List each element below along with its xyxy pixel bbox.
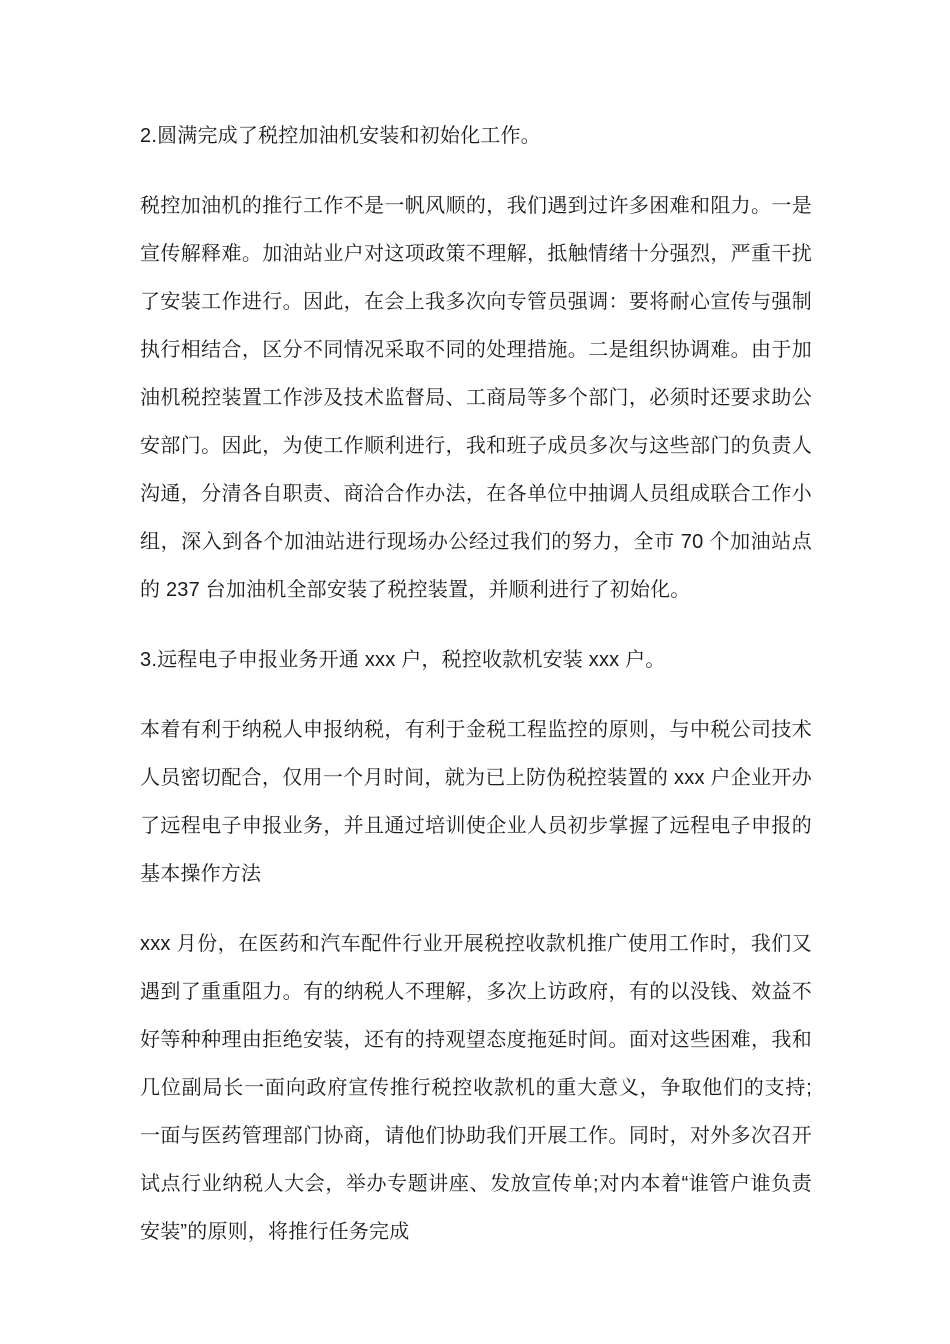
body-paragraph-1: 税控加油机的推行工作不是一帆风顺的，我们遇到过许多困难和阻力。一是宣传解释难。加油站业户对这项政策不理解，抵触情绪十分强烈，严重干扰了安装工作进行。因此，在会上我多次向专管员强调：要将耐心宣传与强制执行相结合，区分不同情况采取不同的处理措施。二是组织协调难。由于加油机税控装置工作涉及技术监督局、工商局等多个部门，必须时还要求助公安部门。因此，为使工作顺利进行，我和班子成员多次与这些部门的负责人沟通，分清各自职责、商洽合作办法，在各单位中抽调人员组成联合工作小组，深入到各个加油站进行现场办公经过我们的努力，全市 70 个加油站点的 237 台加油机全部安装了税控装置，并顺利进行了初始化。: [140, 195, 812, 601]
body-paragraph-2: 本着有利于纳税人申报纳税，有利于金税工程监控的原则，与中税公司技术人员密切配合，仅用一个月时间，就为已上防伪税控装置的 xxx 户企业开办了远程电子申报业务，并且通过培训使企业人员初步掌握了远程电子申报的基本操作方法: [140, 719, 812, 885]
body-paragraph-3: xxx 月份，在医药和汽车配件行业开展税控收款机推广使用工作时，我们又遇到了重重阻力。有的纳税人不理解，多次上访政府，有的以没钱、效益不好等种种理由拒绝安装，还有的持观望态度拖延时间。面对这些困难，我和几位副局长一面向政府宣传推行税控收款机的重大意义，争取他们的支持;一面与医药管理部门协商，请他们协助我们开展工作。同时，对外多次召开试点行业纳税人大会，举办专题讲座、发放宣传单;对内本着“谁管户谁负责安装”的原则，将推行任务完成: [140, 933, 812, 1243]
document-text-column: [140, 112, 812, 1256]
section-heading-3: 3.远程电子申报业务开通 xxx 户，税控收款机安装 xxx 户。: [140, 649, 666, 671]
section-heading-2: 2.圆满完成了税控加油机安装和初始化工作。: [140, 125, 541, 147]
